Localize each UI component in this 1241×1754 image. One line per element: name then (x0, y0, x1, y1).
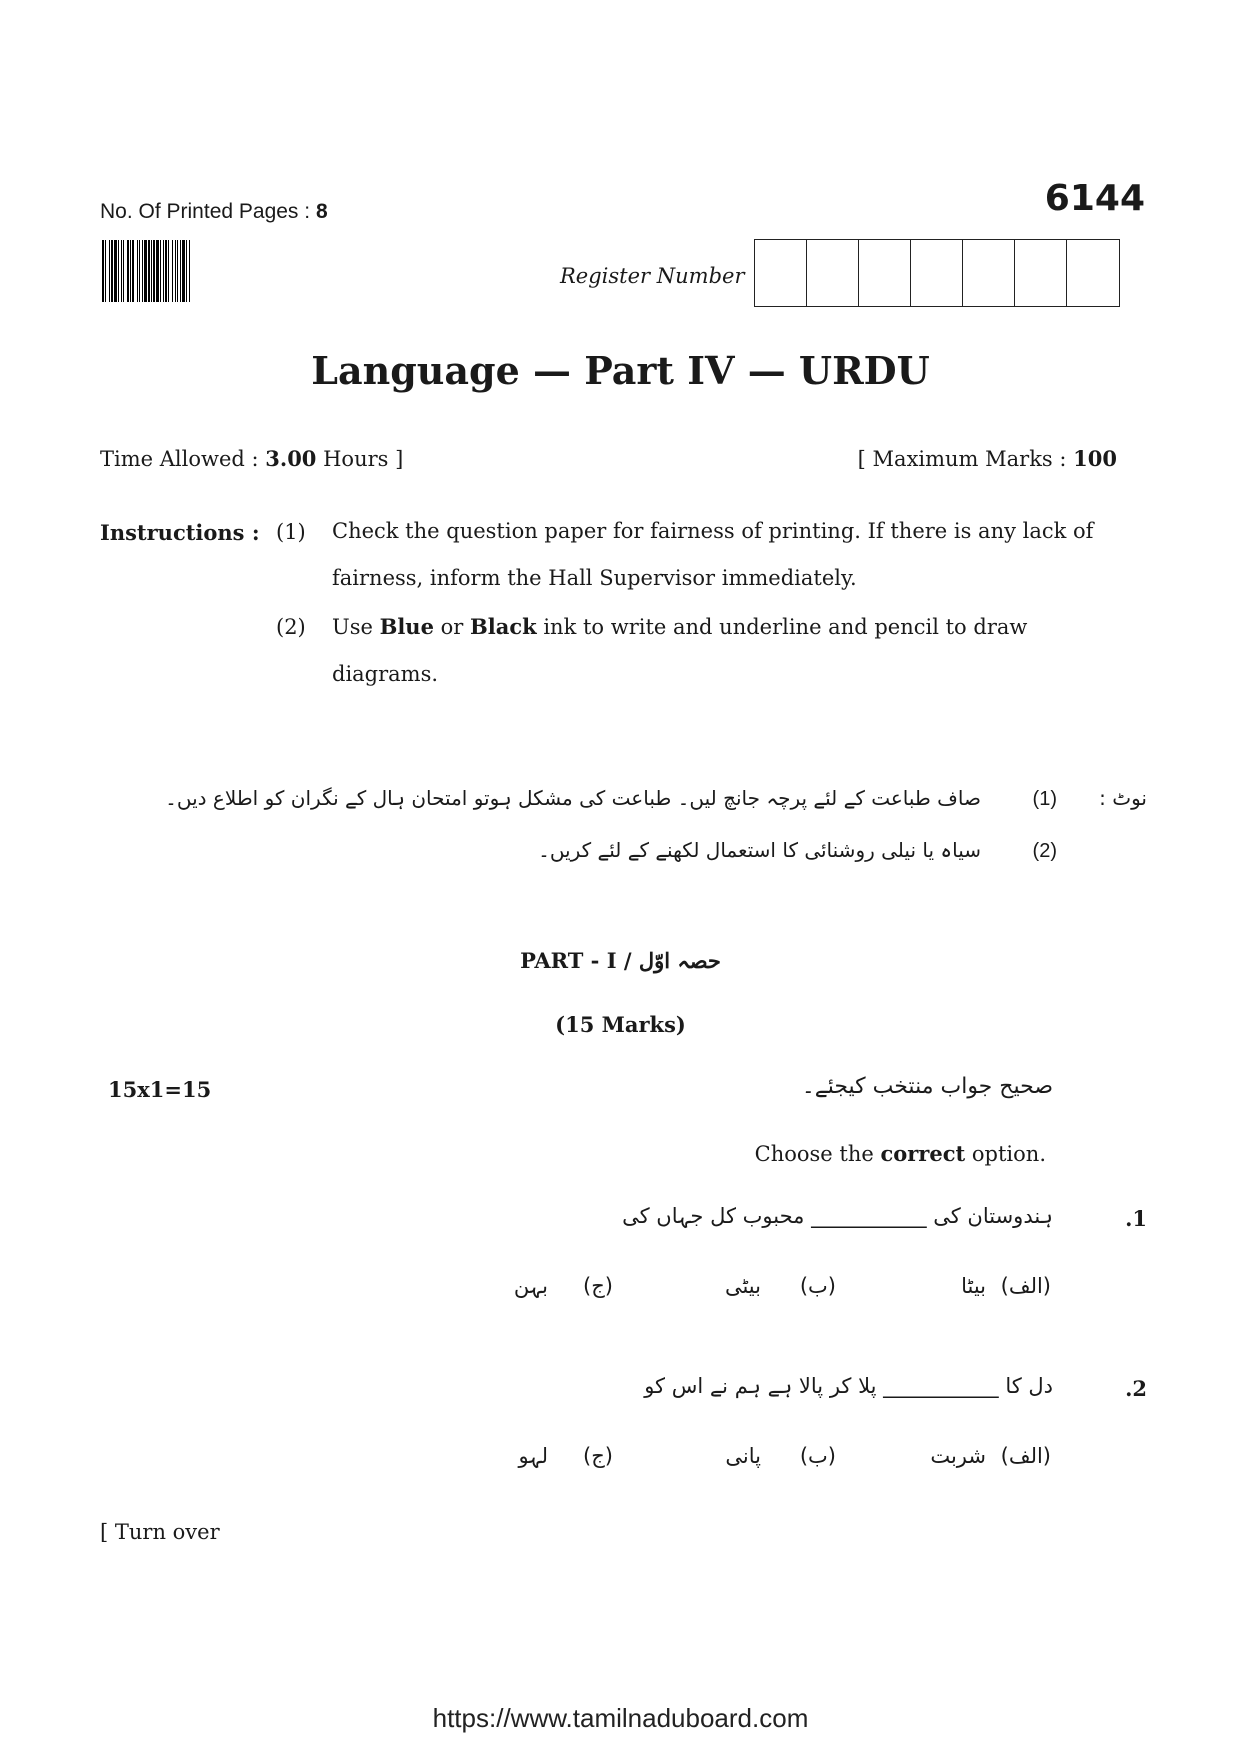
exam-title: Language — Part IV — URDU (311, 348, 930, 393)
time-label: Time Allowed : (100, 447, 259, 471)
urdu-choose-instruction: صحیح جواب منتخب کیجئے۔ (801, 1074, 1053, 1099)
question-1-option-a-text: بیٹا (961, 1274, 986, 1298)
instruction-2-text-part: or (433, 615, 470, 639)
question-1-option-c-label: (ج) (583, 1274, 613, 1298)
urdu-note-2-text: سیاہ یا نیلی روشنائی کا استعمال لکھنے کے لئے کریں۔ (538, 838, 981, 862)
instruction-2-text (332, 603, 1122, 698)
register-number-box (963, 240, 1015, 306)
question-1-text: ہندوستان کی ___________ محبوب کل جہاں کی (622, 1204, 1053, 1228)
register-number-box (1015, 240, 1067, 306)
instruction-2-bold-blue: Blue (379, 614, 434, 639)
question-2-option-a-label: (الف) (1000, 1444, 1051, 1468)
choose-option-instruction (755, 1141, 1046, 1166)
urdu-note-2-number: (2) (1032, 840, 1057, 862)
question-2-option-c-label: (ج) (583, 1444, 613, 1468)
instruction-2-bold-black: Black (469, 614, 537, 639)
question-2-option-b-text: پانی (725, 1444, 761, 1468)
instruction-2-text-part: Use (332, 615, 380, 639)
register-number-box (755, 240, 807, 306)
marks-value: 100 (1073, 446, 1117, 471)
instruction-1-text: Check the question paper for fairness of printing. If there is any lack of fairness, inform the Hall Supervisor immediately. (332, 519, 1094, 590)
urdu-note-label: نوٹ : (1099, 786, 1147, 810)
time-value: 3.00 (265, 446, 317, 471)
question-2-number: .2 (1125, 1376, 1147, 1401)
question-2-text: دل کا ___________ پلا کر پالا ہے ہم نے اس کو (644, 1374, 1053, 1398)
part-marks: (15 Marks) (555, 1012, 686, 1037)
question-2-option-a-text: شربت (930, 1444, 986, 1468)
register-number-box (859, 240, 911, 306)
question-1-option-c-text: بہن (513, 1274, 548, 1298)
time-suffix: Hours ] (323, 447, 404, 471)
source-url[interactable]: https://www.tamilnaduboard.com (432, 1703, 809, 1733)
question-1-option-b-label: (ب) (799, 1274, 836, 1298)
barcode-image (102, 240, 302, 302)
question-1-number: .1 (1125, 1206, 1147, 1231)
printed-pages-info (100, 200, 328, 224)
register-number-box (1067, 240, 1119, 306)
part-title: PART - I / حصہ اوّل (520, 948, 721, 973)
time-allowed (100, 446, 403, 471)
instruction-2-number: (2) (276, 615, 306, 639)
urdu-note-1-number: (1) (1032, 788, 1057, 810)
instructions-heading: Instructions : (100, 520, 260, 545)
maximum-marks (858, 446, 1117, 471)
barcode-stripe (190, 240, 192, 302)
choose-text-part: Choose the (754, 1142, 881, 1166)
register-number-boxes (754, 239, 1120, 307)
paper-code: 6144 (1044, 178, 1145, 219)
question-2-option-c-text: لہو (518, 1444, 548, 1468)
question-1-option-a-label: (الف) (1000, 1274, 1051, 1298)
printed-pages-label: No. Of Printed Pages : (100, 200, 311, 223)
instruction-1-number: (1) (276, 520, 306, 544)
question-1-option-b-text: بیٹی (724, 1274, 761, 1298)
score-formula: 15x1=15 (108, 1077, 212, 1102)
register-number-label: Register Number (560, 264, 745, 288)
printed-pages-value: 8 (315, 200, 328, 223)
turn-over-note: [ Turn over (100, 1520, 220, 1544)
choose-text-part: option. (965, 1142, 1046, 1166)
instruction-2-text-part: ink to write and underline and pencil to draw diagrams. (332, 615, 1028, 686)
choose-bold-word: correct (880, 1141, 966, 1166)
register-number-box (911, 240, 963, 306)
urdu-note-1-text: صاف طباعت کے لئے پرچہ جانچ لیں۔ طباعت کی مشکل ہوتو امتحان ہال کے نگران کو اطلاع دیں۔ (165, 786, 981, 810)
register-number-box (807, 240, 859, 306)
question-2-option-b-label: (ب) (799, 1444, 836, 1468)
marks-prefix: [ Maximum Marks : (857, 447, 1067, 471)
